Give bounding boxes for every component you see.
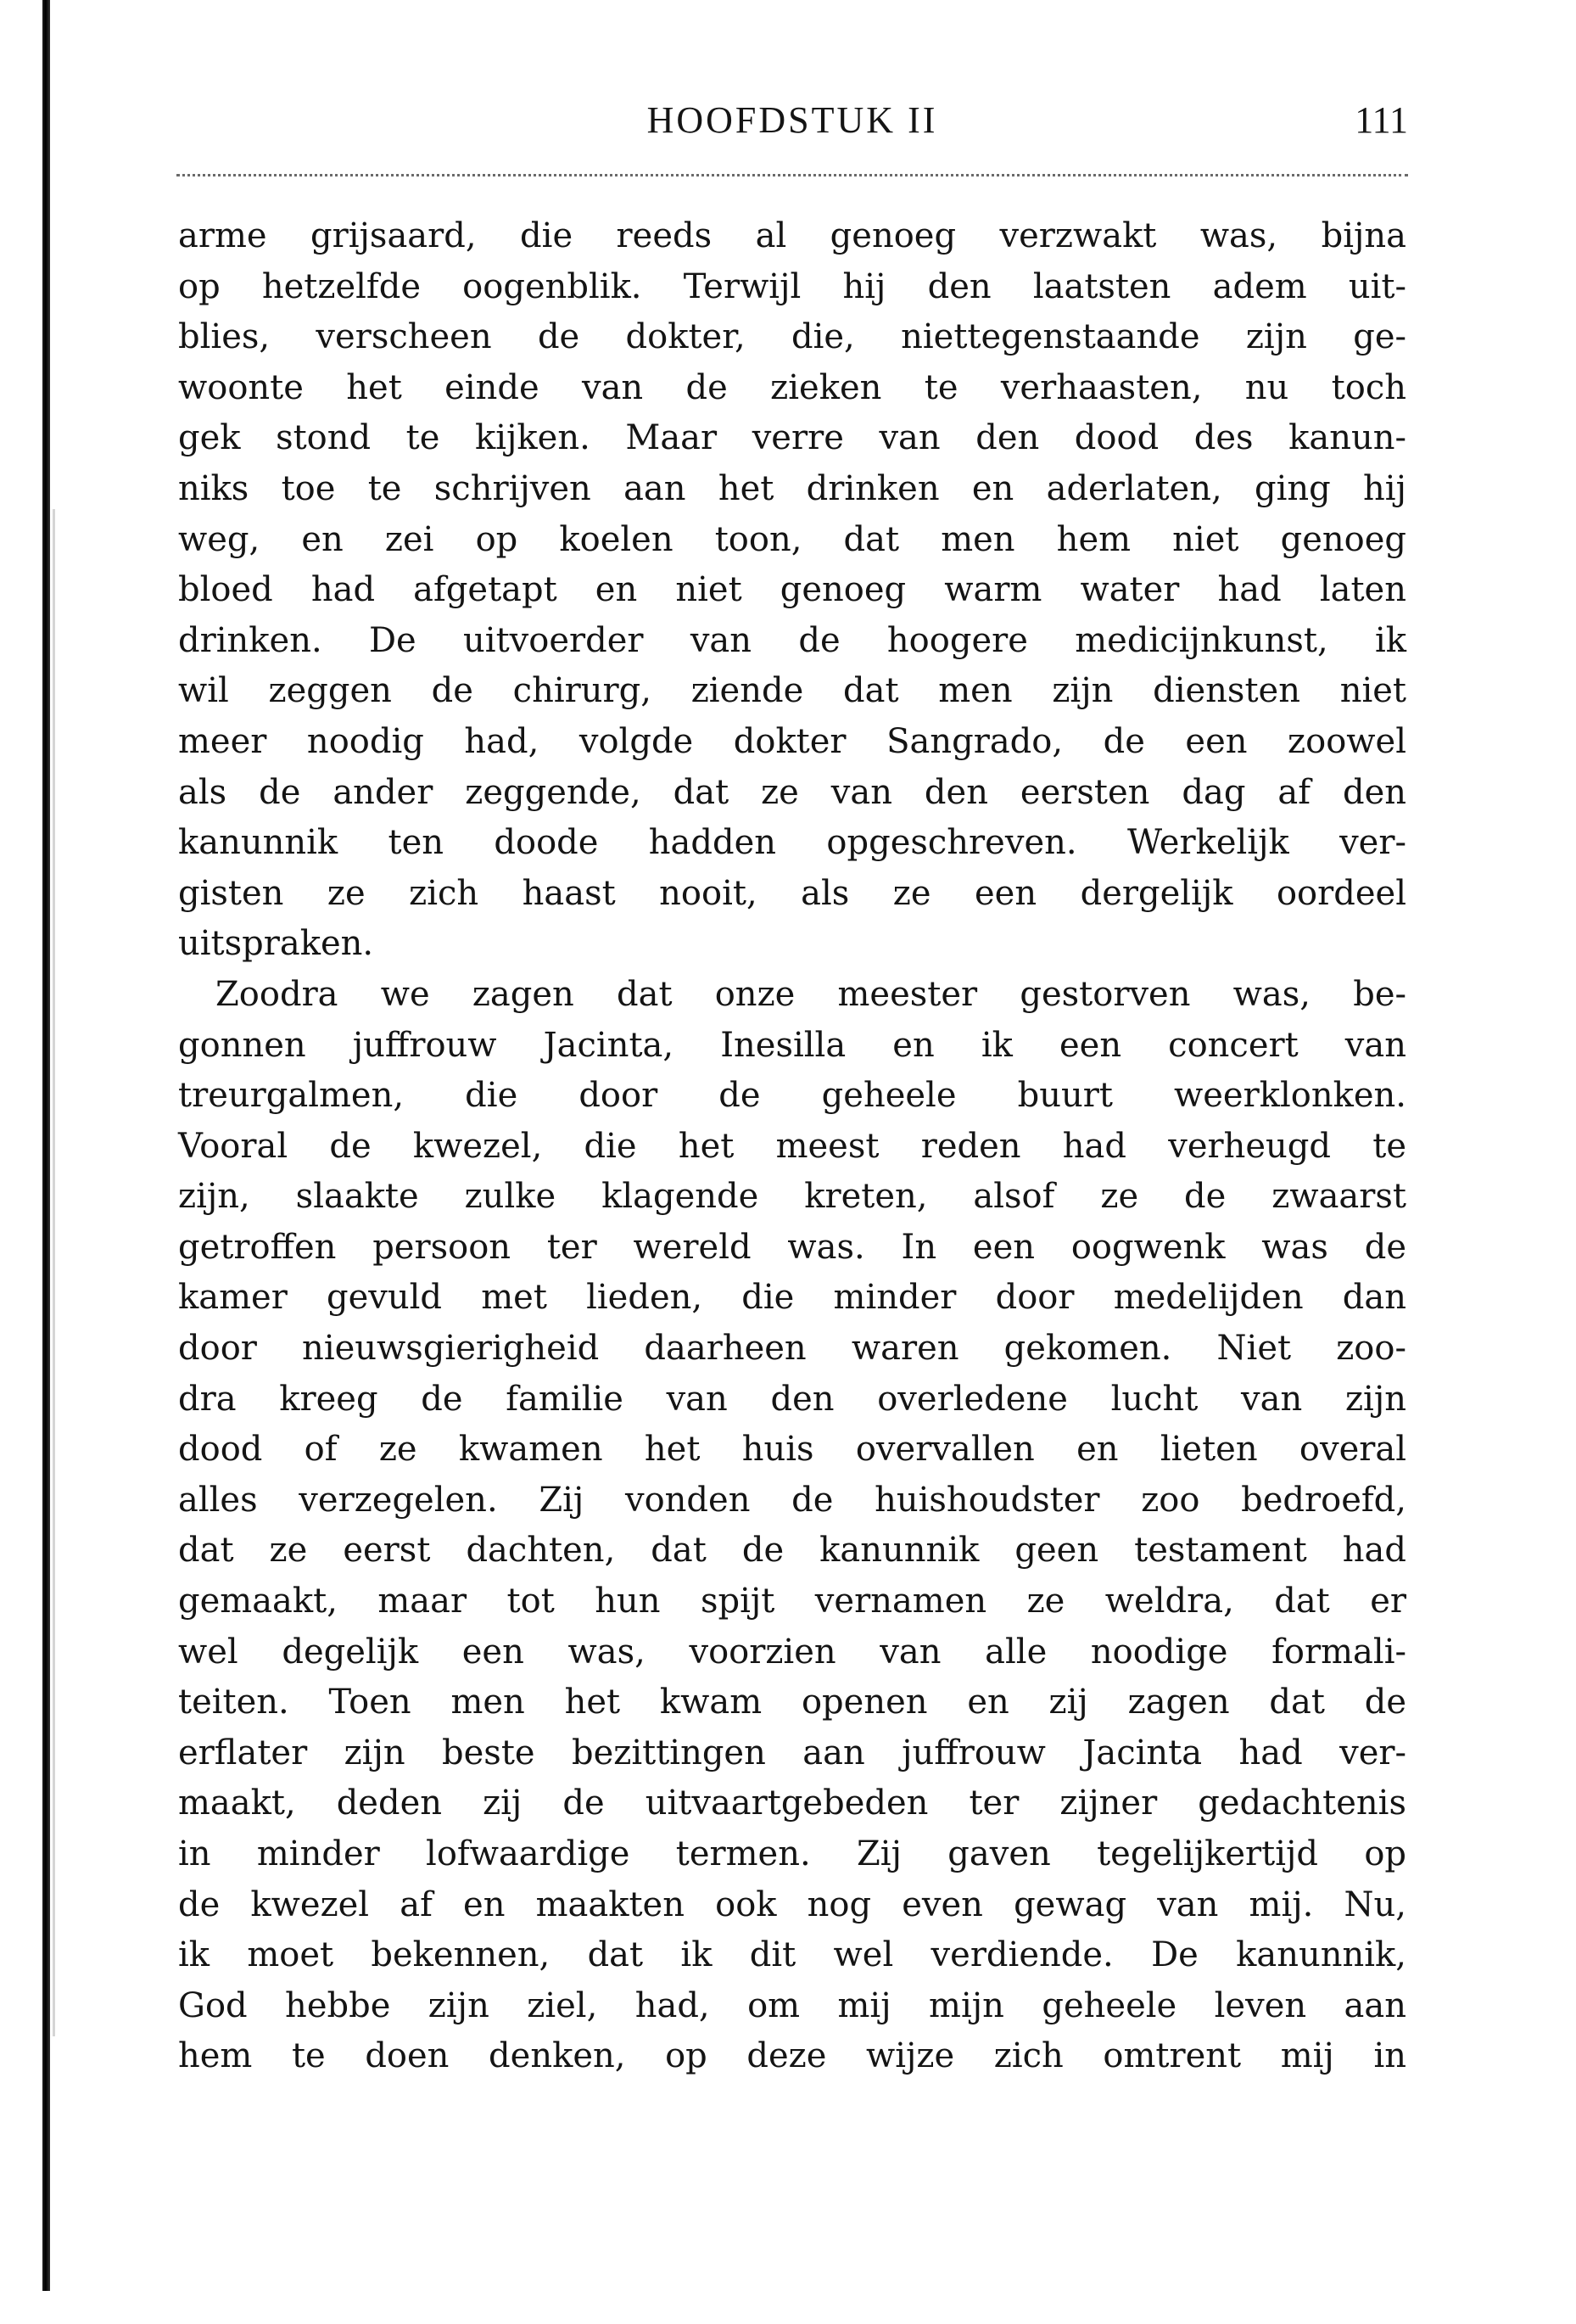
text-line: wel degelijk een was, voorzien van alle noodige formali- — [178, 1632, 1406, 1672]
text-line: als de ander zeggende, dat ze van den eersten dag af den — [178, 772, 1406, 812]
text-line: in minder lofwaardige termen. Zij gaven tegelijkertijd op — [178, 1834, 1406, 1873]
text-line: gonnen juffrouw Jacinta, Inesilla en ik een concert van — [178, 1025, 1406, 1065]
text-line: bloed had afgetapt en niet genoeg warm water had laten — [178, 570, 1406, 610]
text-line: teiten. Toen men het kwam openen en zij zagen dat de — [178, 1683, 1406, 1722]
text-line: maakt, deden zij de uitvaartgebeden ter zijner gedachtenis — [178, 1784, 1406, 1823]
paragraph-first-line: Zoodra we zagen dat onze meester gestorven was, be- — [215, 974, 1406, 1014]
text-line: woonte het einde van de zieken te verhaasten, nu toch — [178, 367, 1406, 407]
text-line: gisten ze zich haast nooit, als ze een dergelijk oordeel — [178, 873, 1406, 913]
body-text — [178, 211, 1406, 2082]
text-line: kanunnik ten doode hadden opgeschreven. Werkelijk ver- — [178, 823, 1406, 863]
text-line: zijn, slaakte zulke klagende kreten, alsof ze de zwaarst — [178, 1177, 1406, 1217]
text-line: arme grijsaard, die reeds al genoeg verzwakt was, bijna — [178, 216, 1406, 255]
text-line: erflater zijn beste bezittingen aan juffrouw Jacinta had ver- — [178, 1733, 1406, 1772]
page-number: 111 — [1355, 99, 1408, 141]
running-header — [176, 95, 1408, 146]
text-line: op hetzelfde oogenblik. Terwijl hij den laatsten adem uit- — [178, 266, 1406, 306]
paragraph-last-line: uitspraken. — [178, 924, 374, 964]
text-line: Vooral de kwezel, die het meest reden had verheugd te — [178, 1126, 1406, 1166]
text-line: wil zeggen de chirurg, ziende dat men zijn diensten niet — [178, 671, 1406, 711]
text-line: niks toe te schrijven aan het drinken en aderlaten, ging hij — [178, 468, 1406, 508]
running-title: HOOFDSTUK II — [646, 99, 938, 141]
text-line: weg, en zei op koelen toon, dat men hem niet genoeg — [178, 519, 1406, 559]
text-line: drinken. De uitvoerder van de hoogere medicijnkunst, ik — [178, 620, 1406, 660]
binding-edge — [42, 0, 50, 2291]
text-line: de kwezel af en maakten ook nog even gewag van mij. Nu, — [178, 1884, 1406, 1924]
text-line: blies, verscheen de dokter, die, niettegenstaande zijn ge- — [178, 317, 1406, 357]
text-line: gek stond te kijken. Maar verre van den dood des kanun- — [178, 418, 1406, 458]
text-line: dat ze eerst dachten, dat de kanunnik geen testament had — [178, 1531, 1406, 1571]
text-line: getroffen persoon ter wereld was. In een oogwenk was de — [178, 1227, 1406, 1267]
text-line: dra kreeg de familie van den overledene lucht van zijn — [178, 1379, 1406, 1419]
text-line: ik moet bekennen, dat ik dit wel verdiende. De kanunnik, — [178, 1935, 1406, 1975]
header-rule — [176, 174, 1408, 176]
text-line: alles verzegelen. Zij vonden de huishoudster zoo bedroefd, — [178, 1480, 1406, 1520]
binding-shadow — [53, 509, 55, 2036]
text-line: hem te doen denken, op deze wijze zich omtrent mij in — [178, 2036, 1406, 2076]
text-line: kamer gevuld met lieden, die minder door medelijden dan — [178, 1278, 1406, 1318]
text-line: treurgalmen, die door de geheele buurt weerklonken. — [178, 1076, 1406, 1116]
text-line: dood of ze kwamen het huis overvallen en lieten overal — [178, 1430, 1406, 1470]
text-line: door nieuwsgierigheid daarheen waren gekomen. Niet zoo- — [178, 1329, 1406, 1369]
text-line: meer noodig had, volgde dokter Sangrado, de een zoowel — [178, 721, 1406, 761]
text-line: God hebbe zijn ziel, had, om mij mijn geheele leven aan — [178, 1985, 1406, 2025]
text-line: gemaakt, maar tot hun spijt vernamen ze weldra, dat er — [178, 1582, 1406, 1621]
